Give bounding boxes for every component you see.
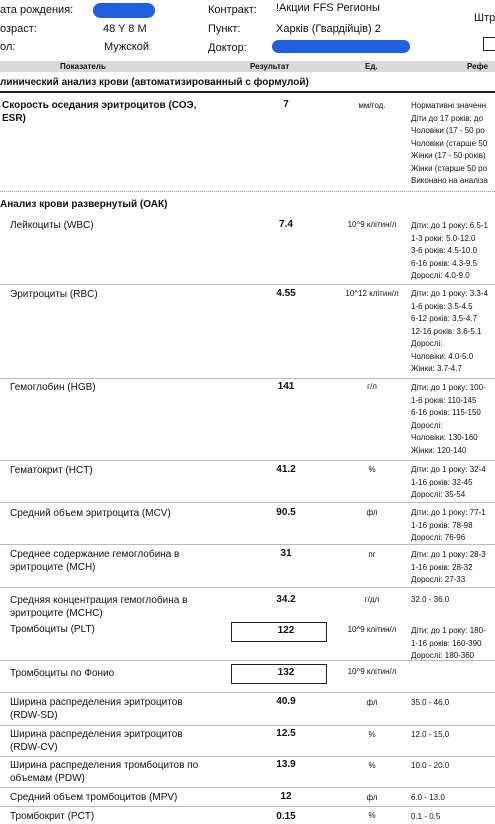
row-ref: Діти: до 1 року: 6.5-1 1-3 роки: 5.0-12.0 3-6 років: 4.5-10.0 6-16 років: 4.3-9.5 Дорослі: 4.0-9.0	[411, 221, 488, 280]
redacted-birth-date	[93, 3, 155, 18]
contract-value: !Акции FFS Регионы	[276, 2, 380, 14]
row-name: Средняя концентрация гемоглобина в эритроците (MCHC)	[10, 595, 188, 619]
row-ref: 6.0 - 13.0	[411, 793, 445, 802]
checkbox-icon	[483, 37, 495, 51]
row-unit: пг	[368, 550, 376, 559]
row-ref: Діти: до 1 року: 3.3-4 1-6 років: 3.5-4.5 6-12 років: 3.5-4.7 12-16 років: 3.6-5.1 Дорослі: Чоловіки: 4.0-5.0 Жінки: 3.7-4.7	[411, 289, 488, 373]
row-value: 12.5	[276, 728, 296, 739]
row-name: Эритроциты (RBC)	[10, 289, 98, 300]
row-ref: 12.0 - 15.0	[411, 730, 450, 739]
row-ref: Діти: до 1 року: 180- 1-16 років: 160-390 Дорослі: 180-360	[411, 626, 486, 660]
divider	[0, 460, 495, 461]
row-unit: 10^12 клітин/л	[345, 289, 399, 298]
col-indicator: Показатель	[60, 62, 106, 71]
col-unit: Ед.	[365, 62, 378, 71]
row-value: 41.2	[276, 464, 296, 475]
cbc-title: Анализ крови развернутый (ОАК)	[0, 199, 168, 210]
esr-ref: Нормативні значенн Діти до 17 років: до Чоловіки (17 - 50 ро Чоловіки (старше 50 Жінки (17 - 50 років) Жінки (старше 50 ро Виконано на аналіза	[411, 101, 488, 185]
esr-name: Скорость оседания эритроцитов (СОЭ, ESR)	[2, 100, 197, 124]
row-name: Тромбоциты (PLT)	[10, 624, 95, 635]
esr-unit: мм/год.	[358, 101, 386, 110]
row-name: Ширина распределения эритроцитов (RDW-CV)	[10, 729, 183, 753]
row-value: 7.4	[279, 219, 293, 230]
row-unit: %	[368, 465, 376, 474]
row-value: 0.15	[276, 811, 296, 822]
row-unit: 10^9 клітин/л	[347, 667, 397, 676]
row-value: 13.9	[276, 759, 296, 770]
row-ref: Діти: до 1 року: 32-4 1-16 років: 32-45 Дорослі: 35-54	[411, 465, 486, 499]
row-ref: Діти: до 1 року: 100- 1-6 років: 110-145 6-16 років: 115-150 Дорослі: Чоловіки: 130-160 Жінки: 120-140	[411, 383, 486, 455]
row-name: Ширина распределения тромбоцитов по объемам (PDW)	[10, 760, 199, 784]
row-unit: фл	[366, 698, 378, 707]
row-value: 34.2	[276, 594, 296, 605]
birth-date-label: ата рождения:	[0, 4, 74, 16]
row-name: Тромбокрит (PCT)	[10, 811, 95, 822]
row-unit: фл	[366, 793, 378, 802]
divider	[0, 587, 495, 588]
row-name: Ширина распределения эритроцитов (RDW-SD)	[10, 697, 183, 721]
contract-label: Контракт:	[208, 4, 257, 16]
row-name: Среднее содержание гемоглобина в эритроците (MCH)	[10, 549, 180, 573]
divider	[0, 725, 495, 726]
row-value: 12	[280, 791, 292, 802]
sex-value: Мужской	[104, 41, 149, 53]
row-name: Гемоглобин (HGB)	[10, 382, 96, 393]
col-result: Результат	[250, 62, 290, 71]
row-unit: %	[368, 811, 376, 820]
row-unit: 10^9 клітин/л	[347, 220, 397, 229]
point-value: Харків (Гвардійців) 2	[276, 23, 381, 35]
divider	[0, 756, 495, 757]
row-value: 122	[277, 625, 295, 636]
row-value: 132	[277, 667, 295, 678]
row-unit: г/л	[367, 382, 377, 391]
row-name: Средний объем эритроцита (MCV)	[10, 508, 171, 519]
redacted-doctor	[272, 40, 410, 53]
column-header	[0, 61, 495, 72]
row-ref: 35.0 - 46.0	[411, 698, 450, 707]
row-value: 31	[280, 548, 292, 559]
row-unit: %	[368, 761, 376, 770]
row-value: 4.55	[276, 288, 296, 299]
col-ref: Рефе	[467, 62, 488, 71]
divider	[0, 91, 495, 93]
divider	[0, 191, 495, 192]
divider	[0, 692, 495, 693]
sex-label: ол:	[0, 41, 16, 53]
barcode-label: Штр	[474, 12, 495, 24]
row-ref: 0.1 - 0.5	[411, 812, 441, 821]
row-name: Средний объем тромбоцитов (MPV)	[10, 792, 178, 803]
row-unit: 10^9 клітин/л	[347, 625, 397, 634]
divider	[0, 544, 495, 545]
point-label: Пункт:	[208, 23, 241, 35]
divider	[0, 806, 495, 807]
row-unit: г/дл	[364, 595, 380, 604]
divider	[0, 378, 495, 379]
row-ref: 32.0 - 36.0	[411, 595, 450, 604]
row-name: Гематокрит (HCT)	[10, 465, 93, 476]
row-value: 40.9	[276, 696, 296, 707]
row-ref: 10.0 - 20.0	[411, 761, 450, 770]
row-ref: Діти: до 1 року: 28-3 1-16 років: 28-32 Дорослі: 27-33	[411, 550, 486, 584]
esr-value: 7	[283, 99, 289, 110]
age-label: озраст:	[0, 23, 37, 35]
divider	[0, 787, 495, 788]
doctor-label: Доктор:	[208, 42, 247, 54]
age-value: 48 Y 8 M	[103, 23, 147, 35]
divider	[0, 660, 495, 661]
row-unit: фл	[366, 508, 378, 517]
row-name: Лейкоциты (WBC)	[10, 220, 94, 231]
divider	[0, 502, 495, 503]
divider	[0, 284, 495, 285]
row-value: 90.5	[276, 507, 296, 518]
row-unit: %	[368, 730, 376, 739]
section-title: линический анализ крови (автоматизированный с формулой)	[0, 77, 309, 88]
row-name: Тромбоциты по Фонио	[10, 668, 115, 679]
row-value: 141	[277, 381, 295, 392]
row-ref: Діти: до 1 року: 77-1 1-16 років: 78-98 Дорослі: 76-96	[411, 508, 486, 542]
